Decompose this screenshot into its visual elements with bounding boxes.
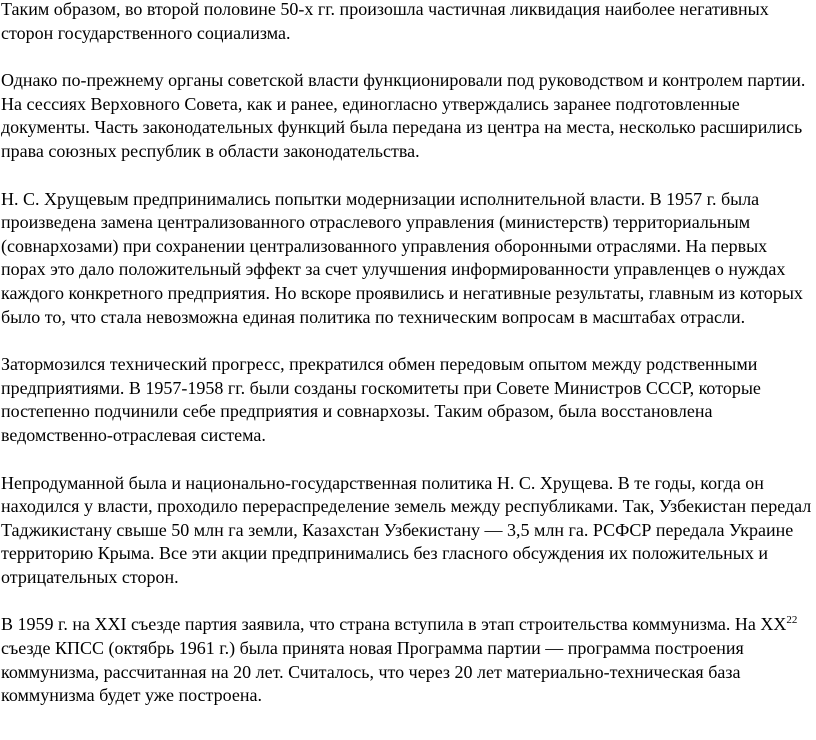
paragraph-3: Н. С. Хрущевым предпринимались попытки модернизации исполнительной власти. В 1957 г. была произведена замена централизованного отраслевого управления (министерств) территориальным (совнархозами) при сохранении централизованного управления оборонными отраслями. На первых порах это дало положительный эффект за счет улучшения информированности управленцев о нуждах каждого конкретного предприятия. Но вскоре проявились и негативные результаты, главным из которых было то, что стала невозможна единая политика по техническим вопросам в масштабах отрасли. [1, 188, 803, 327]
paragraph-6 [1, 613, 816, 707]
paragraph-6-superscript: 22 [786, 614, 798, 627]
paragraph-2: Однако по-прежнему органы советской власти функционировали под руководством и контролем партии. На сессиях Верховного Совета, как и ранее, единогласно утверждались заранее подготовленные документы. Часть законодательных функций была передана из центра на места, несколько расширились права союзных республик в области законодательства. [1, 70, 806, 161]
paragraph-1: Таким образом, во второй половине 50-х гг. произошла частичная ликвидация наиболее негативных сторон государственного социализма. [1, 0, 769, 43]
paragraph-6-part-1: В 1959 г. на XXI съезде партия заявила, что страна вступила в этап строительства коммунизма. На XX [1, 614, 787, 635]
paragraph-4: Затормозился технический прогресс, прекратился обмен передовым опытом между родственными предприятиями. В 1957-1958 гг. были созданы госкомитеты при Совете Министров СССР, которые постепенно подчинили себе предприятия и совнархозы. Таким образом, была восстановлена ведомственно-отраслевая система. [1, 354, 761, 445]
paragraph-5: Непродуманной была и национально-государственная политика Н. С. Хрущева. В те годы, когда он находился у власти, проходило перераспределение земель между республиками. Так, Узбекистан передал Таджикистану свыше 50 млн га земли, Казахстан Узбекистану — 3,5 млн га. РСФСР передала Украине территорию Крыма. Все эти акции предпринимались без гласного обсуждения их положительных и отрицательных сторон. [1, 472, 812, 587]
paragraph-6-part-2: съезде КПСС (октябрь 1961 г.) была принята новая Программа партии — программа построения коммунизма, рассчитанная на 20 лет. Считалось, что через 20 лет материально-техническая база коммунизма будет уже построена. [1, 638, 744, 706]
